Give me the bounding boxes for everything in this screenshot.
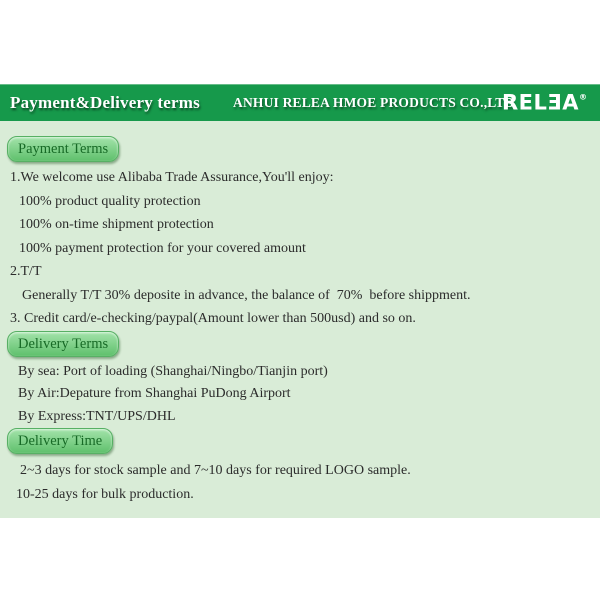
- logo-reversed-e: E: [547, 90, 563, 115]
- top-margin: [0, 0, 600, 84]
- logo-text-suffix: A: [562, 90, 579, 115]
- text-line: Generally T/T 30% deposite in advance, the balance of 70% before shippment.: [22, 287, 471, 303]
- company-name: ANHUI RELEA HMOE PRODUCTS CO.,LTD: [233, 95, 515, 110]
- text-line: 100% payment protection for your covered amount: [19, 240, 306, 256]
- relea-brand-logo: [502, 91, 587, 115]
- payment-terms-button[interactable]: Payment Terms: [7, 136, 119, 162]
- section-delivery-time: [0, 428, 600, 506]
- text-line: 100% on-time shipment protection: [19, 217, 214, 232]
- delivery-time-text: [0, 459, 600, 506]
- text-line: 1.We welcome use Alibaba Trade Assurance,You'll enjoy:: [10, 170, 334, 185]
- header-bar: [0, 84, 600, 121]
- section-payment-terms: [0, 121, 600, 331]
- section-delivery-terms: [0, 331, 600, 429]
- text-line: 10-25 days for bulk production.: [16, 486, 194, 502]
- text-line: By Air:Depature from Shanghai PuDong Airport: [18, 386, 291, 401]
- logo-text-prefix: REL: [501, 90, 548, 115]
- text-line: By Express:TNT/UPS/DHL: [18, 408, 176, 424]
- page-title: Payment&Delivery terms: [10, 93, 200, 112]
- text-line: By sea: Port of loading (Shanghai/Ningbo/Tianjin port): [18, 363, 328, 379]
- text-line: 100% product quality protection: [19, 193, 201, 209]
- text-line: 2~3 days for stock sample and 7~10 days for required LOGO sample.: [20, 463, 411, 478]
- delivery-time-button[interactable]: Delivery Time: [7, 428, 113, 454]
- payment-terms-text: [0, 166, 600, 331]
- content-area: [0, 121, 600, 518]
- delivery-terms-button[interactable]: Delivery Terms: [7, 331, 119, 357]
- delivery-terms-text: [0, 361, 600, 429]
- text-line: 3. Credit card/e-checking/paypal(Amount lower than 500usd) and so on.: [10, 311, 416, 326]
- text-line: 2.T/T: [10, 264, 42, 279]
- registered-trademark-icon: ®: [579, 92, 587, 102]
